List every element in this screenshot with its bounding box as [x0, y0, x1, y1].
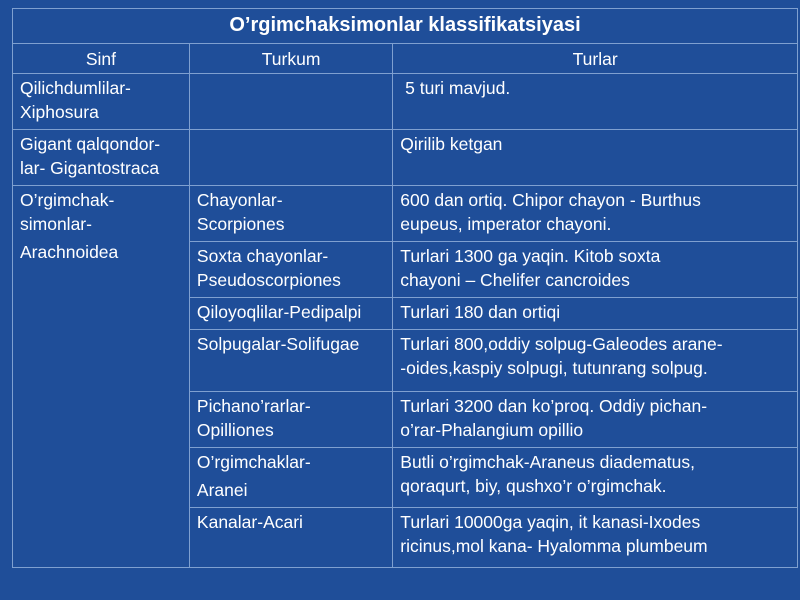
- cell-text: Kanalar-Acari: [196, 512, 303, 532]
- cell-turlar: [393, 508, 798, 568]
- header-sinf: Sinf: [13, 44, 190, 74]
- cell-text: simonlar-: [20, 214, 92, 234]
- cell-turkum: [189, 242, 392, 298]
- cell-text: ricinus,mol kana- Hyalomma plumbeum: [400, 536, 708, 556]
- cell-turlar: [393, 392, 798, 448]
- cell-text: o’rar-Phalangium opillio: [400, 420, 584, 440]
- cell-text: Butli o’rgimchak-Araneus diadematus,: [400, 452, 696, 472]
- cell-turkum: [189, 330, 392, 392]
- cell-text: Arachnoidea: [20, 242, 119, 262]
- header-turkum: Turkum: [189, 44, 392, 74]
- cell-text: Gigant qalqondor-: [20, 134, 161, 154]
- cell-turlar: [393, 130, 798, 186]
- cell-text: Solpugalar-Solifugae: [196, 334, 360, 354]
- cell-turkum: [189, 74, 392, 130]
- cell-turlar: [393, 242, 798, 298]
- table-row: [13, 74, 798, 130]
- cell-turkum: [189, 508, 392, 568]
- cell-text: Soxta chayonlar-: [196, 246, 329, 266]
- cell-text: Qirilib ketgan: [400, 134, 503, 154]
- cell-text: Opilliones: [196, 420, 274, 440]
- cell-turkum: [189, 448, 392, 508]
- classification-table: [12, 8, 798, 568]
- cell-text: Xiphosura: [20, 102, 99, 122]
- table-row: [13, 186, 798, 242]
- cell-text: Qiloyoqlilar-Pedipalpi: [196, 302, 362, 322]
- cell-text: Pichano’rarlar-: [196, 396, 311, 416]
- cell-text: Chayonlar-: [196, 190, 283, 210]
- table-title: O’rgimchaksimonlar klassifikatsiyasi: [13, 9, 798, 44]
- cell-text: 5 turi mavjud.: [400, 78, 511, 98]
- cell-text: O’rgimchaklar-: [196, 452, 311, 472]
- cell-text: Scorpiones: [196, 214, 285, 234]
- cell-turkum: [189, 298, 392, 330]
- cell-text: Turlari 10000ga yaqin, it kanasi-Ixodes: [400, 512, 701, 532]
- cell-sinf: [13, 130, 190, 186]
- cell-turkum: [189, 392, 392, 448]
- cell-text: 600 dan ortiq. Chipor chayon - Burthus: [400, 190, 701, 210]
- cell-turkum: [189, 130, 392, 186]
- cell-sinf: [13, 186, 190, 568]
- cell-text: Turlari 1300 ga yaqin. Kitob soxta: [400, 246, 661, 266]
- cell-text: Qilichdumlilar-: [20, 78, 131, 98]
- cell-text: Turlari 3200 dan ko’proq. Oddiy pichan-: [400, 396, 708, 416]
- cell-turlar: [393, 448, 798, 508]
- header-row: [13, 44, 798, 74]
- cell-text: chayoni – Chelifer cancroides: [400, 270, 630, 290]
- cell-text: qoraqurt, biy, qushxo’r o’rgimchak.: [400, 476, 667, 496]
- cell-text: Turlari 800,oddiy solpug-Galeodes arane-: [400, 334, 723, 354]
- cell-turlar: [393, 330, 798, 392]
- cell-turlar: [393, 74, 798, 130]
- cell-turlar: [393, 298, 798, 330]
- cell-text: lar- Gigantostraca: [20, 158, 160, 178]
- cell-text: eupeus, imperator chayoni.: [400, 214, 612, 234]
- cell-text: Aranei: [196, 480, 248, 500]
- cell-turlar: [393, 186, 798, 242]
- cell-turkum: [189, 186, 392, 242]
- header-turlar: Turlar: [393, 44, 798, 74]
- cell-text: Pseudoscorpiones: [196, 270, 341, 290]
- table-row: [13, 130, 798, 186]
- cell-text: O’rgimchak-: [20, 190, 115, 210]
- cell-text: Turlari 180 dan ortiqi: [400, 302, 561, 322]
- cell-text: -oides,kaspiy solpugi, tutunrang solpug.: [400, 358, 708, 378]
- cell-sinf: [13, 74, 190, 130]
